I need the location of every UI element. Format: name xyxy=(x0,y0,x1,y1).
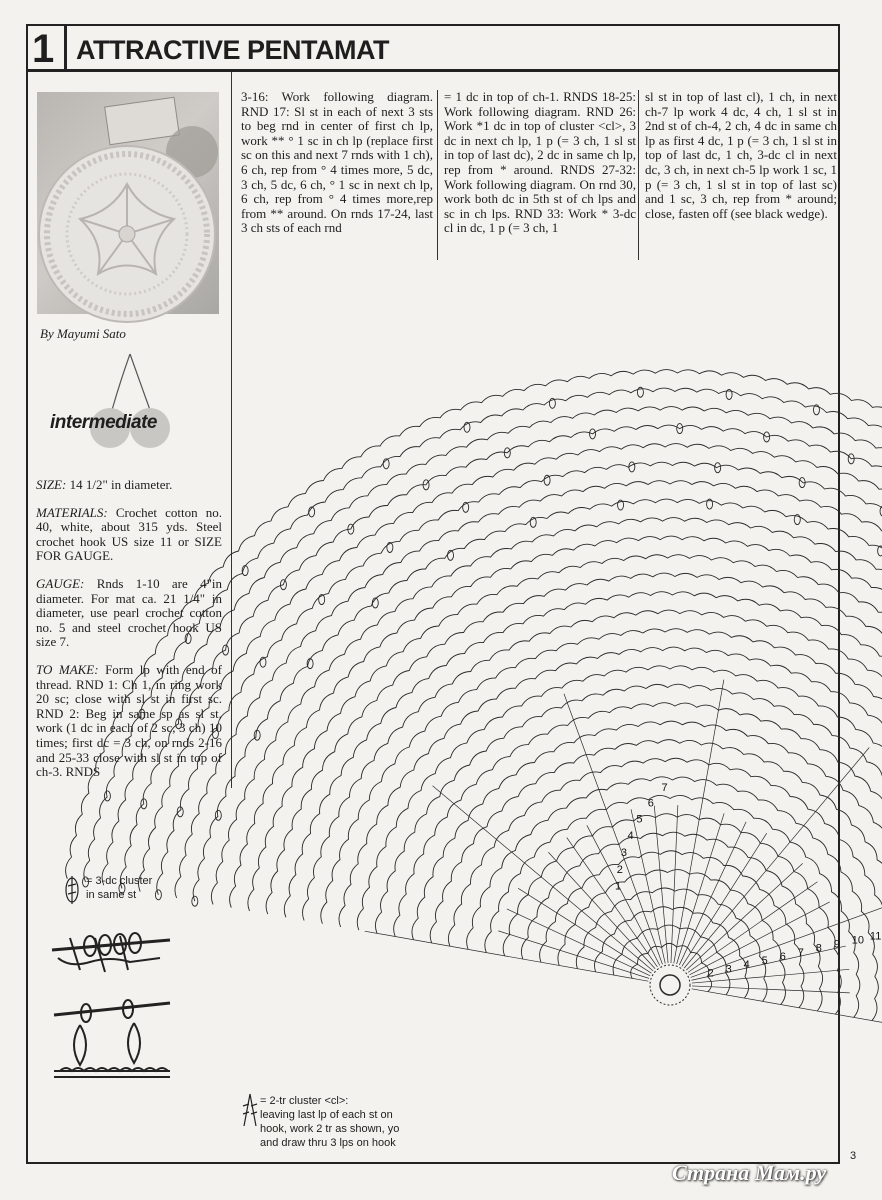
gauge-label: GAUGE: xyxy=(36,575,85,591)
page-header xyxy=(26,24,840,72)
segment-number-label: 5 xyxy=(636,813,643,826)
hook-technique-illustration xyxy=(50,918,175,974)
round-number-label: 8 xyxy=(815,942,822,955)
segment-number-label: 1 xyxy=(615,880,622,893)
page-number: 3 xyxy=(850,1150,857,1162)
round-1 xyxy=(650,965,690,1005)
column-divider xyxy=(437,90,438,260)
round-number-label: 6 xyxy=(779,951,786,963)
round-7-arc xyxy=(540,851,804,1008)
cluster-stitch xyxy=(629,462,635,472)
stitch-post xyxy=(567,838,658,967)
pattern-number: 1 xyxy=(32,27,55,71)
stitch-post xyxy=(671,805,678,963)
round-21-arc xyxy=(284,592,882,1053)
round-9-arc xyxy=(503,814,841,1015)
to-make-label: TO MAKE: xyxy=(36,661,99,677)
materials-block xyxy=(36,478,222,793)
size-text: 14 1/2" in diameter. xyxy=(69,477,173,492)
segment-number-label: 6 xyxy=(647,797,654,810)
segment-number-label: 2 xyxy=(616,864,623,876)
skill-level-label: intermediate xyxy=(50,412,157,433)
materials-text: Crochet cotton no. 40, white, about 315 yds. Steel crochet hook US size 11 or SIZE FOR GAUGE. xyxy=(36,504,222,564)
three-dc-cluster-legend: = 3-dc cluster in same st xyxy=(86,875,153,901)
segment-number-label: 7 xyxy=(661,782,668,795)
instructions-column-2: = 1 dc in top of ch-1. RNDS 18-25: Work following diagram. RND 26: Work *1 dc in top of cluster <cl>, 3 dc in next ch lp, 1 p (= 3 ch, 1 sl st in top of last dc), 2 dc in same ch lp, rep from * around. RNDS 27-32: Work following diagram. On rnd 30, work both dc in 5th st of ch lps and sc in ch lps. RND 33: Work * 3-dc cl in dc, 1 p (= 3 ch, 1 xyxy=(444,89,636,236)
round-number-label: 5 xyxy=(761,955,768,968)
materials-label: MATERIALS: xyxy=(36,504,108,520)
segment-number-label: 4 xyxy=(627,830,634,843)
round-8-arc xyxy=(521,832,822,1011)
stitch-post xyxy=(433,786,654,971)
cluster-technique-illustration xyxy=(50,995,175,1081)
stitch-post xyxy=(654,806,668,963)
cluster-stitch xyxy=(544,475,550,485)
round-number-label: 4 xyxy=(743,959,750,972)
stitch-post xyxy=(518,888,651,973)
size-label: SIZE: xyxy=(36,477,67,492)
sidebar-divider xyxy=(231,72,232,788)
gauge-text: Rnds 1-10 are 4"in diameter. For mat ca. 21 1/4" in diameter, use pearl crochet cotton no. 5 and steel crochet hook US size 7. xyxy=(36,575,222,650)
segment-number-label: 3 xyxy=(620,847,628,859)
to-make-text: Form lp with end of thread. RND 1: Ch 1, in ring work 20 sc; close with sl st in first sc. RND 2: Beg in same sp as sl st, work (1 dc in each of 2 sc, 3 ch) 10 times; first dc = 3 ch, on rnds 2-16 and 25-33 close with sl st in top of ch-3. RNDS xyxy=(36,661,222,780)
center-ring xyxy=(660,975,680,995)
watermark: Страна Мам.ру xyxy=(672,1160,827,1185)
byline: By Mayumi Sato xyxy=(40,326,126,341)
instructions-column-3: sl st in top of last cl), 1 ch, in next ch-7 lp work 4 dc, 4 ch, 1 sl st in 2nd st of ch-4, 2 ch, 4 dc in same ch lp as first 4 dc, 1 p (= 3 ch, 1 sl st in top of last dc, 1 ch, 3-dc cl in next dc, 3 ch, in next ch-5 lp work 1 sc, 1 p (= 3 ch, 1 sl st in top of last sc) and 1 sc, 3 ch, rep from * around; close, fasten off (see black wedge). xyxy=(645,89,837,221)
stitch-post xyxy=(498,931,649,979)
stitch-post xyxy=(631,809,665,963)
stitch-post xyxy=(548,852,655,968)
cluster-stitch xyxy=(715,463,721,473)
page-title: ATTRACTIVE PENTAMAT xyxy=(76,35,389,65)
round-number-label: 3 xyxy=(725,963,732,976)
instructions-column-1: 3-16: Work following diagram. RND 17: Sl st in each of next 3 sts to beg rnd in center of first ch lp, work ** ° 1 sc in ch lp (replace first sc on this and next 7 rnds with 1 ch), 6 ch, rep from ° 4 times more, 5 dc, 3 ch, 5 dc, 6 ch, ° 1 sc in next ch lp, 6 ch, rep from ° 4 times more,rep from ** around. On rnds 17-24, last 3 ch sts of each rnd xyxy=(241,89,433,236)
round-20-arc xyxy=(303,610,882,1049)
doily-photo xyxy=(37,92,219,314)
stitch-post xyxy=(564,694,663,965)
round-number-label: 10 xyxy=(851,934,865,947)
header-divider xyxy=(64,26,67,72)
round-23-arc xyxy=(248,555,882,1059)
round-number-label: 11 xyxy=(869,930,882,943)
round-19-arc xyxy=(321,629,882,1047)
three-dc-cluster-symbol xyxy=(64,874,80,906)
stitch-post xyxy=(691,879,882,978)
skill-level-badge xyxy=(50,352,220,448)
round-number-label: 9 xyxy=(833,938,840,951)
column-divider xyxy=(638,90,639,260)
two-tr-cluster-symbol xyxy=(240,1092,260,1128)
round-number-label: 7 xyxy=(797,946,804,959)
stitch-post xyxy=(692,989,882,1039)
two-tr-cluster-legend: = 2-tr cluster <cl>: leaving last lp of each st on hook, work 2 tr as shown, yo and draw thru 3 lps on hook xyxy=(260,1095,400,1149)
crochet-diagram xyxy=(330,300,882,1080)
round-number-label: 2 xyxy=(707,967,714,980)
